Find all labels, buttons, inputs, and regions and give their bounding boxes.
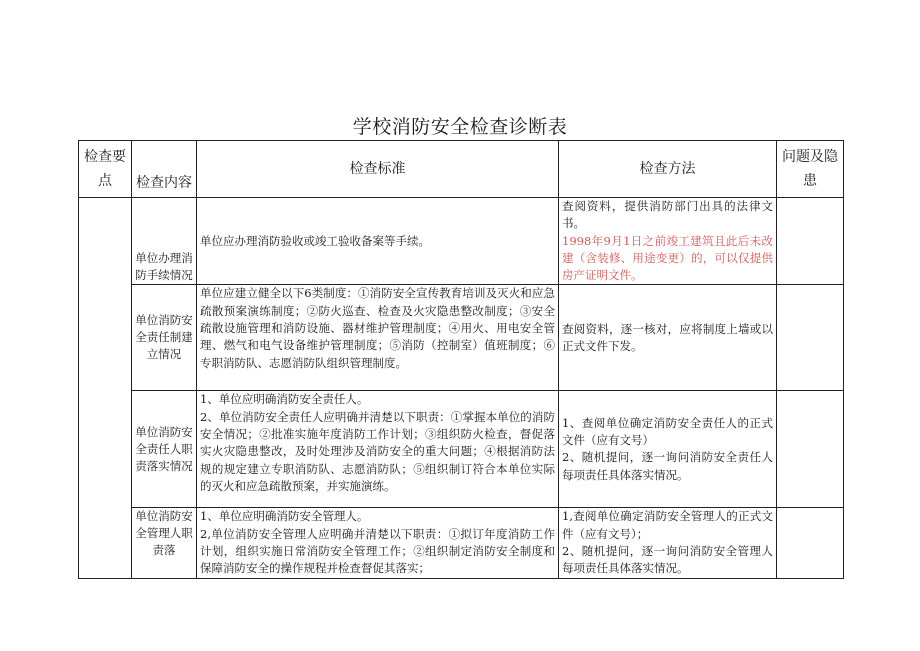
method-cell — [559, 508, 777, 578]
issues-cell — [777, 391, 844, 508]
method-line: 2、随机提问，逐一询问消防安全管理人每项责任具体落实情况。 — [562, 544, 773, 576]
check-point-cell — [79, 198, 132, 579]
method-note: 1998年9月1日之前竣工建筑且此后未改建（含装修、用途变更）的，可以仅提供房产证明文件。 — [562, 233, 773, 283]
content-cell: 单位消防安全管理人职责落 — [132, 508, 197, 578]
method-cell: 查阅资料，逐一核对，应将制度上墙或以正式文件下发。 — [559, 285, 777, 391]
header-check-point: 检查要点 — [79, 141, 132, 198]
method-line: 1、查阅单位确定消防安全责任人的正式文件（应有文号） — [562, 415, 773, 448]
standard-cell: 单位应办理消防验收或竣工验收备案等手续。 — [197, 198, 559, 285]
issues-cell — [777, 508, 844, 578]
standard-line: 1、单位应明确消防安全责任人。 — [200, 392, 369, 407]
table-row — [79, 508, 844, 578]
standard-line: 2,单位消防安全管理人应明确并清楚以下职责：①拟订年度消防工作计划，组织实施日常消防安全管理工作；②组织制定消防安全制度和保障消防安全的操作规程并检查督促其落实； — [200, 526, 555, 576]
method-line: 1,查阅单位确定消防安全管理人的正式文件（应有文号）； — [562, 509, 773, 541]
table-row — [79, 198, 844, 285]
content-cell: 单位消防安全责任制建立情况 — [132, 285, 197, 391]
inspection-table — [78, 140, 844, 579]
page-title: 学校消防安全检查诊断表 — [352, 116, 568, 138]
content-cell: 单位消防安全责任人职责落实情况 — [132, 391, 197, 508]
method-text: 查阅资料，提供消防部门出具的法律文书。 — [562, 199, 773, 231]
header-check-content: 检查内容 — [132, 141, 197, 198]
method-cell — [559, 198, 777, 285]
header-check-method: 检查方法 — [559, 141, 777, 198]
standard-line: 1、单位应明确消防安全管理人。 — [200, 509, 369, 524]
issues-cell — [777, 285, 844, 391]
header-check-standard: 检查标准 — [197, 141, 559, 198]
table-header-row — [79, 141, 844, 198]
issues-cell — [777, 198, 844, 285]
standard-cell — [197, 508, 559, 578]
table-row — [79, 285, 844, 391]
method-cell — [559, 391, 777, 508]
standard-cell: 单位应建立健全以下6类制度：①消防安全宣传教育培训及灭火和应急疏散预案演练制度；②防火巡查、检查及火灾隐患整改制度；③安全疏散设施管理和消防设施、器材维护管理制度；④用火、用电安全管理、燃气和电气设备维护管理制度；⑤消防（控制室）值班制度；⑥专职消防队、志愿消防队组织管理制度。 — [197, 285, 559, 391]
standard-cell — [197, 391, 559, 508]
table-row — [79, 391, 844, 508]
method-line: 2、随机提问，逐一询问消防安全责任人每项责任具体落实情况。 — [562, 450, 773, 482]
standard-line: 2、单位消防安全责任人应明确并清楚以下职责：①掌握本单位的消防安全情况；②批准实施年度消防工作计划；③组织防火检查，督促落实火灾隐患整改，及时处理涉及消防安全的重大问题；④根据消防法规的规定建立专职消防队、志愿消防队；⑤组织制订符合本单位实际的灭火和应急疏散预案，并实施演练。 — [200, 409, 555, 493]
content-cell: 单位办理消防手续情况 — [132, 198, 197, 285]
header-issues: 问题及隐患 — [777, 141, 844, 198]
